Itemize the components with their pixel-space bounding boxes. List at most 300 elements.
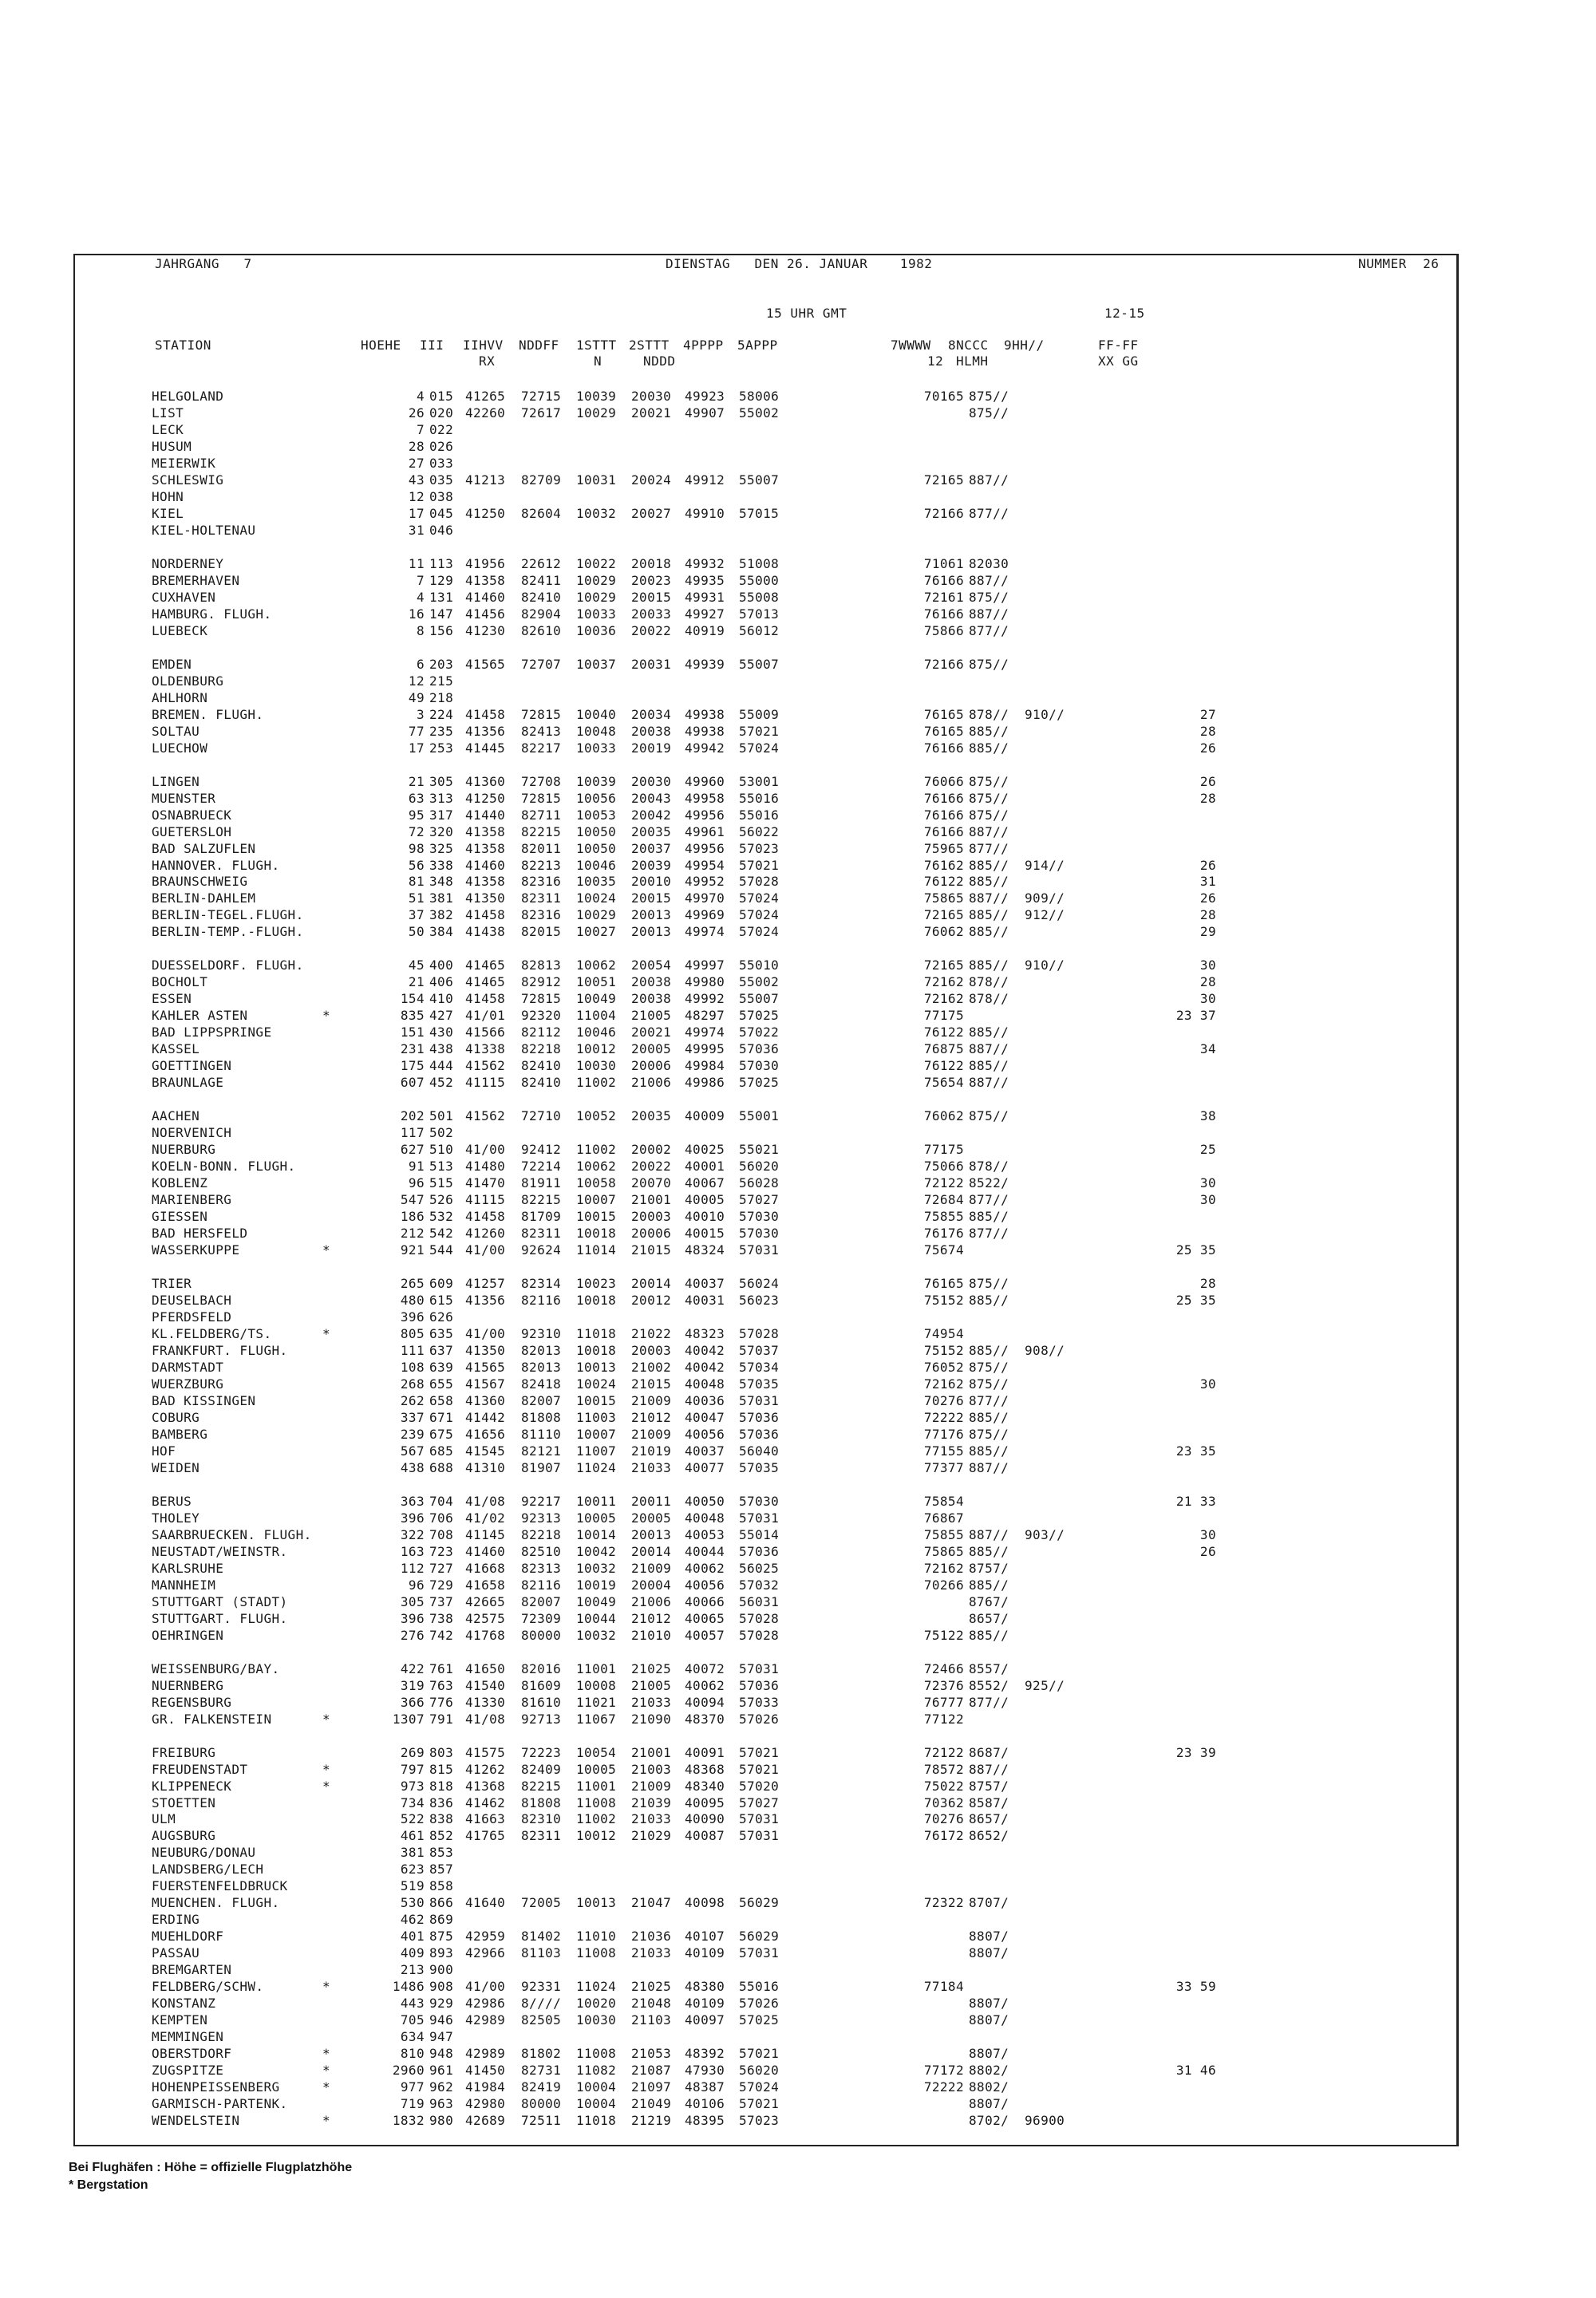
station-height: 43 [408, 472, 425, 488]
synop-group: 57026 [739, 1996, 780, 2012]
synop-group: 8802/ [969, 2063, 1009, 2079]
synop-group: 72466 [923, 1660, 964, 1676]
station-name: MEMMINGEN [152, 2029, 224, 2045]
synop-group: 49997 [685, 958, 725, 973]
synop-group: 82013 [521, 1359, 562, 1375]
synop-group: 885// [969, 1342, 1009, 1358]
synop-group: 76176 [923, 1226, 964, 1242]
station-height: 163 [400, 1543, 425, 1559]
synop-group: 885// [969, 857, 1009, 873]
mountain-marker: * [322, 1242, 331, 1258]
station-number: 803 [429, 1744, 454, 1760]
synop-group: 10035 [576, 874, 617, 890]
synop-group: 875// [969, 790, 1009, 806]
station-height: 977 [400, 2079, 425, 2095]
synop-group: 82419 [521, 2079, 562, 2095]
table-row [75, 423, 1456, 437]
synop-group: 41562 [465, 1058, 506, 1074]
table-row [75, 1963, 1456, 1977]
synop-group: 82121 [521, 1443, 562, 1459]
table-row [75, 1629, 1456, 1643]
station-name: FUERSTENFELDBRUCK [152, 1878, 288, 1894]
synop-group: 57021 [739, 2046, 780, 2062]
synop-group: 8802/ [969, 2079, 1009, 2095]
synop-group: 20010 [631, 874, 672, 890]
station-height: 96 [408, 1577, 425, 1593]
station-number: 738 [429, 1610, 454, 1626]
gust-value: 25 35 [1175, 1293, 1216, 1309]
synop-group: 48368 [685, 1761, 725, 1777]
table-row [75, 1042, 1456, 1056]
synop-group: 10039 [576, 773, 617, 789]
station-height: 4 [416, 589, 425, 605]
synop-group: 20022 [631, 1159, 672, 1175]
station-name: ZUGSPITZE [152, 2063, 224, 2079]
station-height: 381 [400, 1845, 425, 1861]
table-row [75, 2114, 1456, 2128]
station-name: MEIERWIK [152, 455, 216, 471]
table-row [75, 708, 1456, 722]
synop-group: 57021 [739, 857, 780, 873]
station-height: 921 [400, 1242, 425, 1258]
synop-group: 82912 [521, 974, 562, 990]
synop-group: 49995 [685, 1041, 725, 1057]
synop-group: 10018 [576, 1226, 617, 1242]
synop-group: 40919 [685, 622, 725, 638]
synop-group: 10056 [576, 790, 617, 806]
synop-group: 57021 [739, 2096, 780, 2112]
synop-group: 77175 [923, 1008, 964, 1024]
station-name: BREMGARTEN [152, 1962, 232, 1978]
synop-group: 41458 [465, 991, 506, 1007]
synop-group: 55000 [739, 572, 780, 588]
synop-group: 72162 [923, 991, 964, 1007]
synop-group: 82015 [521, 924, 562, 940]
synop-group: 41658 [465, 1577, 506, 1593]
synop-group: 75855 [923, 1209, 964, 1225]
synop-group: 21033 [631, 1945, 672, 1961]
station-name: HUSUM [152, 438, 192, 454]
station-name: GIESSEN [152, 1209, 208, 1225]
station-name: COBURG [152, 1409, 200, 1425]
station-name: FREIBURG [152, 1744, 216, 1760]
table-row [75, 1528, 1456, 1542]
station-height: 1486 [392, 1979, 425, 1995]
synop-group: 48370 [685, 1711, 725, 1727]
synop-group: 20042 [631, 807, 672, 823]
synop-group: 57031 [739, 1945, 780, 1961]
station-name: LUEBECK [152, 622, 208, 638]
synop-group: 8522/ [969, 1175, 1009, 1191]
table-row [75, 992, 1456, 1006]
station-name: FELDBERG/SCHW. [152, 1979, 264, 1995]
synop-group: 875// [969, 656, 1009, 672]
table-row [75, 1562, 1456, 1576]
synop-group: 76777 [923, 1694, 964, 1710]
synop-group: 76165 [923, 723, 964, 739]
synop-group: 57024 [739, 890, 780, 906]
synop-group: 41460 [465, 1543, 506, 1559]
synop-group: 21025 [631, 1979, 672, 1995]
synop-group: 20003 [631, 1342, 672, 1358]
table-row [75, 389, 1456, 404]
synop-group: 82610 [521, 622, 562, 638]
station-height: 21 [408, 773, 425, 789]
synop-group: 82217 [521, 740, 562, 756]
synop-group: 76062 [923, 924, 964, 940]
station-name: BERLIN-TEMP.-FLUGH. [152, 924, 304, 940]
synop-group: 20013 [631, 907, 672, 923]
station-number: 215 [429, 673, 454, 689]
table-row [75, 1578, 1456, 1593]
synop-group: 48387 [685, 2079, 725, 2095]
col-nddff: NDDFF [519, 338, 559, 353]
synop-group: 10020 [576, 1996, 617, 2012]
synop-group: 55014 [739, 1526, 780, 1542]
synop-group: 10029 [576, 589, 617, 605]
synop-group: 56020 [739, 1159, 780, 1175]
synop-group: 875// [969, 1276, 1009, 1292]
table-row [75, 1545, 1456, 1559]
station-height: 72 [408, 823, 425, 839]
header-date: DIENSTAG DEN 26. JANUAR 1982 [666, 256, 933, 271]
synop-group: 55016 [739, 1979, 780, 1995]
synop-group: 49942 [685, 740, 725, 756]
gust-value: 30 [1199, 991, 1216, 1007]
station-number: 704 [429, 1493, 454, 1509]
station-name: LUECHOW [152, 740, 208, 756]
table-row [75, 1612, 1456, 1626]
station-name: BREMERHAVEN [152, 572, 240, 588]
station-number: 729 [429, 1577, 454, 1593]
station-number: 908 [429, 1979, 454, 1995]
synop-group: 92713 [521, 1711, 562, 1727]
synop-group: 57025 [739, 1075, 780, 1091]
synop-group: 887// [969, 606, 1009, 622]
station-name: KARLSRUHE [152, 1560, 224, 1576]
synop-group: 57031 [739, 1828, 780, 1844]
synop-group: 910// [1025, 958, 1065, 973]
station-name: MUENCHEN. FLUGH. [152, 1895, 280, 1911]
synop-group: 40072 [685, 1660, 725, 1676]
table-row [75, 825, 1456, 839]
synop-group: 11008 [576, 1945, 617, 1961]
synop-group: 40010 [685, 1209, 725, 1225]
synop-group: 10012 [576, 1828, 617, 1844]
synop-group: 55021 [739, 1142, 780, 1158]
synop-group: 49984 [685, 1058, 725, 1074]
synop-group: 11021 [576, 1694, 617, 1710]
station-height: 8 [416, 622, 425, 638]
synop-group: 56028 [739, 1175, 780, 1191]
station-height: 734 [400, 1795, 425, 1810]
synop-group: 72511 [521, 2113, 562, 2129]
station-height: 396 [400, 1510, 425, 1526]
station-name: MANNHEIM [152, 1577, 216, 1593]
synop-group: 10053 [576, 807, 617, 823]
synop-group: 10027 [576, 924, 617, 940]
synop-group: 56020 [739, 2063, 780, 2079]
synop-group: 57030 [739, 1226, 780, 1242]
synop-group: 49974 [685, 924, 725, 940]
table-row [75, 1176, 1456, 1190]
synop-group: 11002 [576, 1142, 617, 1158]
synop-group: 41765 [465, 1828, 506, 1844]
station-number: 853 [429, 1845, 454, 1861]
synop-group: 57037 [739, 1342, 780, 1358]
synop-group: 82013 [521, 1342, 562, 1358]
station-number: 818 [429, 1778, 454, 1794]
synop-group: 875// [969, 773, 1009, 789]
station-name: BERLIN-TEGEL.FLUGH. [152, 907, 304, 923]
gust-value: 30 [1199, 1175, 1216, 1191]
synop-group: 40107 [685, 1929, 725, 1945]
synop-group: 887// [969, 572, 1009, 588]
station-name: NEUBURG/DONAU [152, 1845, 256, 1861]
synop-group: 81802 [521, 2046, 562, 2062]
synop-group: 42980 [465, 2096, 506, 2112]
synop-group: 11018 [576, 2113, 617, 2129]
station-name: GOETTINGEN [152, 1058, 232, 1074]
station-name: KLIPPENECK [152, 1778, 232, 1794]
table-row [75, 1896, 1456, 1910]
synop-group: 8807/ [969, 1945, 1009, 1961]
synop-group: 75152 [923, 1293, 964, 1309]
col-rx: RX [479, 353, 496, 369]
synop-group: 82116 [521, 1577, 562, 1593]
synop-group: 41330 [465, 1694, 506, 1710]
station-number: 384 [429, 924, 454, 940]
synop-group: 76066 [923, 773, 964, 789]
station-number: 320 [429, 823, 454, 839]
synop-group: 20038 [631, 991, 672, 1007]
station-height: 519 [400, 1878, 425, 1894]
station-height: 6 [416, 656, 425, 672]
synop-group: 885// [969, 1058, 1009, 1074]
station-number: 929 [429, 1996, 454, 2012]
synop-group: 56022 [739, 823, 780, 839]
station-number: 763 [429, 1677, 454, 1693]
col-12: 12 [927, 353, 944, 369]
station-name: ULM [152, 1811, 176, 1827]
synop-group: 10050 [576, 823, 617, 839]
station-name: LECK [152, 421, 184, 437]
synop-group: 57031 [739, 1392, 780, 1408]
synop-group: 55002 [739, 405, 780, 421]
table-row [75, 523, 1456, 538]
station-height: 409 [400, 1945, 425, 1961]
station-name: GR. FALKENSTEIN [152, 1711, 272, 1727]
synop-group: 72815 [521, 991, 562, 1007]
table-row [75, 1929, 1456, 1944]
synop-group: 875// [969, 1376, 1009, 1392]
synop-group: 20005 [631, 1510, 672, 1526]
synop-group: 72122 [923, 1744, 964, 1760]
synop-group: 72005 [521, 1895, 562, 1911]
synop-group: 885// [969, 723, 1009, 739]
station-name: AUGSBURG [152, 1828, 216, 1844]
synop-group: 11002 [576, 1075, 617, 1091]
synop-group: 49935 [685, 572, 725, 588]
synop-group: 56025 [739, 1560, 780, 1576]
synop-group: 41358 [465, 572, 506, 588]
synop-group: 76166 [923, 740, 964, 756]
table-row [75, 1946, 1456, 1960]
synop-group: 8657/ [969, 1610, 1009, 1626]
synop-group: 82316 [521, 874, 562, 890]
synop-group: 57031 [739, 1242, 780, 1258]
table-row [75, 456, 1456, 471]
synop-group: 40037 [685, 1276, 725, 1292]
station-height: 154 [400, 991, 425, 1007]
synop-group: 41956 [465, 555, 506, 571]
station-height: 11 [408, 555, 425, 571]
station-height: 567 [400, 1443, 425, 1459]
table-row [75, 624, 1456, 638]
synop-group: 10051 [576, 974, 617, 990]
synop-group: 41250 [465, 505, 506, 521]
station-number: 900 [429, 1962, 454, 1978]
station-height: 108 [400, 1359, 425, 1375]
col-xxgg: XX GG [1098, 353, 1139, 369]
synop-group: 75152 [923, 1342, 964, 1358]
gust-value: 31 46 [1175, 2063, 1216, 2079]
table-row [75, 792, 1456, 806]
synop-group: 77122 [923, 1711, 964, 1727]
synop-group: 41356 [465, 1293, 506, 1309]
mountain-marker: * [322, 2046, 331, 2062]
synop-group: 81907 [521, 1459, 562, 1475]
synop-group: 41358 [465, 823, 506, 839]
synop-group: 41230 [465, 622, 506, 638]
station-number: 727 [429, 1560, 454, 1576]
synop-group: 55016 [739, 807, 780, 823]
synop-group: 55007 [739, 991, 780, 1007]
synop-group: 75022 [923, 1778, 964, 1794]
station-height: 443 [400, 1996, 425, 2012]
synop-group: 57024 [739, 907, 780, 923]
table-row [75, 1394, 1456, 1408]
synop-group: 20027 [631, 505, 672, 521]
station-number: 406 [429, 974, 454, 990]
station-height: 91 [408, 1159, 425, 1175]
synop-group: 10024 [576, 890, 617, 906]
station-number: 510 [429, 1142, 454, 1158]
synop-group: 20021 [631, 1025, 672, 1040]
synop-group: 20002 [631, 1142, 672, 1158]
gust-value: 25 [1199, 1142, 1216, 1158]
synop-group: 49956 [685, 840, 725, 856]
synop-group: 81610 [521, 1694, 562, 1710]
synop-group: 40005 [685, 1192, 725, 1208]
station-name: KOBLENZ [152, 1175, 208, 1191]
station-name: BERLIN-DAHLEM [152, 890, 256, 906]
synop-group: 8587/ [969, 1795, 1009, 1810]
station-number: 869 [429, 1912, 454, 1928]
synop-group: 92313 [521, 1510, 562, 1526]
synop-group: 58006 [739, 389, 780, 404]
synop-group: 21003 [631, 1761, 672, 1777]
station-number: 502 [429, 1125, 454, 1141]
synop-group: 42689 [465, 2113, 506, 2129]
table-row [75, 891, 1456, 906]
synop-group: 20030 [631, 773, 672, 789]
station-name: DUESSELDORF. FLUGH. [152, 958, 304, 973]
synop-group: 57020 [739, 1778, 780, 1794]
synop-group: 72162 [923, 1376, 964, 1392]
gust-value: 26 [1199, 773, 1216, 789]
station-number: 708 [429, 1526, 454, 1542]
synop-group: 40087 [685, 1828, 725, 1844]
synop-group: 42966 [465, 1945, 506, 1961]
station-name: BRAUNLAGE [152, 1075, 224, 1091]
station-height: 835 [400, 1008, 425, 1024]
synop-group: 41470 [465, 1175, 506, 1191]
synop-group: 53001 [739, 773, 780, 789]
synop-group: 41/00 [465, 1142, 506, 1158]
synop-group: 57028 [739, 1326, 780, 1341]
synop-group: 21219 [631, 2113, 672, 2129]
gust-value: 28 [1199, 790, 1216, 806]
gust-value: 31 [1199, 874, 1216, 890]
synop-group: 10015 [576, 1209, 617, 1225]
header-range: 12-15 [1104, 306, 1145, 321]
synop-group: 57027 [739, 1795, 780, 1810]
station-height: 973 [400, 1778, 425, 1794]
synop-group: 42260 [465, 405, 506, 421]
synop-group: 40062 [685, 1560, 725, 1576]
synop-group: 11067 [576, 1711, 617, 1727]
synop-group: 81609 [521, 1677, 562, 1693]
station-number: 615 [429, 1293, 454, 1309]
station-name: OSNABRUECK [152, 807, 232, 823]
synop-group: 57030 [739, 1493, 780, 1509]
synop-group: 8807/ [969, 1996, 1009, 2012]
synop-group: 20013 [631, 1526, 672, 1542]
station-height: 438 [400, 1459, 425, 1475]
synop-group: 40106 [685, 2096, 725, 2112]
synop-group: 56023 [739, 1293, 780, 1309]
station-number: 658 [429, 1392, 454, 1408]
synop-group: 877// [969, 1192, 1009, 1208]
synop-group: 81402 [521, 1929, 562, 1945]
table-row [75, 842, 1456, 856]
synop-group: 20006 [631, 1058, 672, 1074]
station-number: 129 [429, 572, 454, 588]
synop-group: 11001 [576, 1660, 617, 1676]
synop-group: 40009 [685, 1108, 725, 1124]
station-height: 26 [408, 405, 425, 421]
synop-group: 41356 [465, 723, 506, 739]
synop-group: 57023 [739, 2113, 780, 2129]
table-row [75, 2030, 1456, 2044]
synop-group: 57025 [739, 1008, 780, 1024]
synop-group: 70165 [923, 389, 964, 404]
synop-group: 57024 [739, 740, 780, 756]
station-height: 12 [408, 488, 425, 504]
synop-group: 11008 [576, 1795, 617, 1810]
synop-group: 72165 [923, 907, 964, 923]
synop-group: 11018 [576, 1326, 617, 1341]
synop-group: 10022 [576, 555, 617, 571]
synop-group: 912// [1025, 907, 1065, 923]
table-row [75, 1662, 1456, 1676]
station-name: SAARBRUECKEN. FLUGH. [152, 1526, 312, 1542]
synop-group: 57036 [739, 1426, 780, 1442]
synop-group: 75654 [923, 1075, 964, 1091]
synop-group: 41360 [465, 1392, 506, 1408]
synop-group: 82316 [521, 907, 562, 923]
